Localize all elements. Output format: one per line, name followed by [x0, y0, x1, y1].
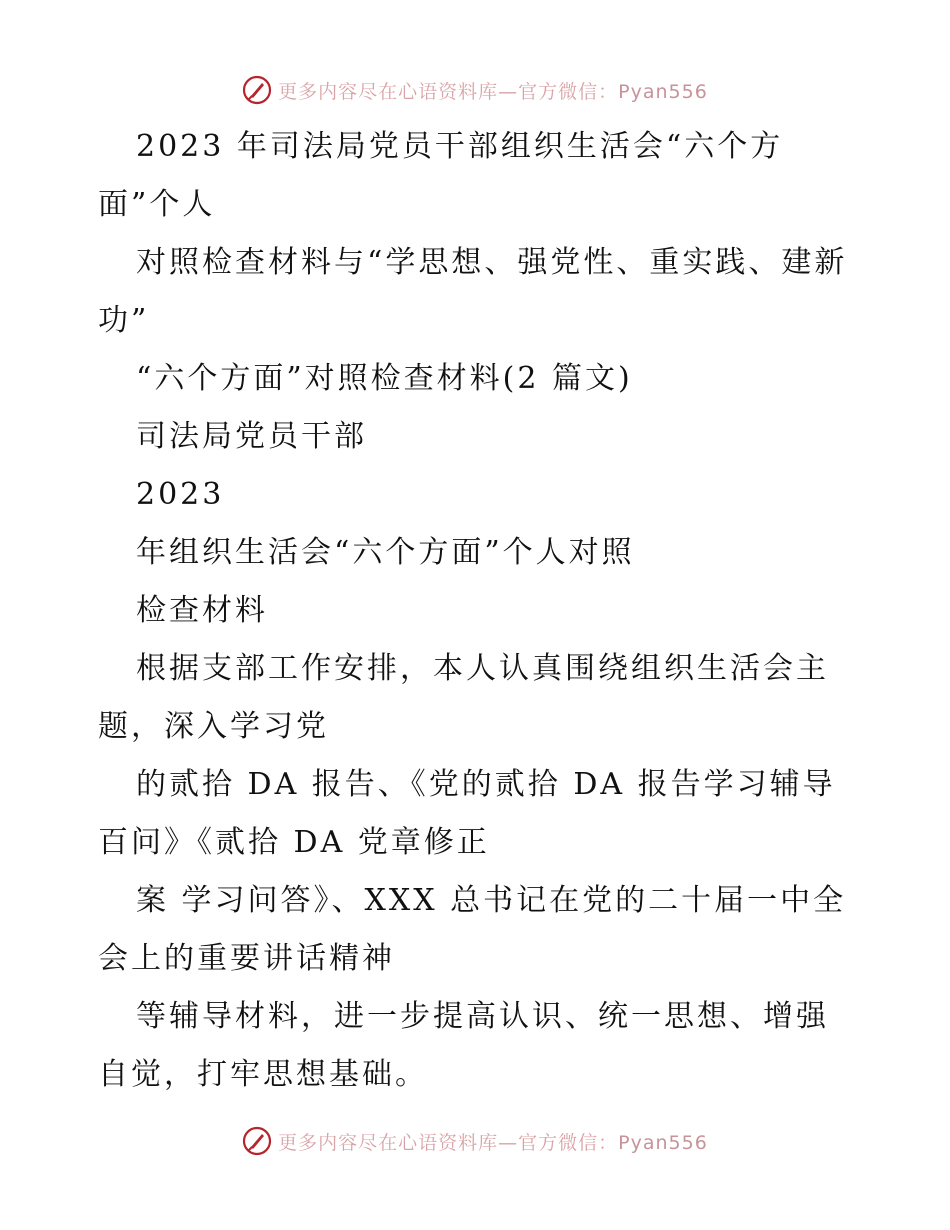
- watermark-text: 更多内容尽在心语资料库—官方微信：Pyan556: [278, 1131, 708, 1154]
- quill-logo-icon: [242, 75, 272, 105]
- paragraph-body-2: 的贰拾 DA 报告、《党的贰拾 DA 报告学习辅导百问》《贰拾 DA 党章修正: [98, 767, 836, 860]
- paragraph-heading-4: 检查材料: [136, 593, 268, 628]
- paragraph-heading-1: 司法局党员干部: [136, 419, 367, 454]
- watermark-id: Pyan556: [618, 1131, 708, 1154]
- paragraph-subtitle: “六个方面”对照检查材料(2 篇文): [136, 361, 633, 396]
- paragraph-title-2: 对照检查材料与“学思想、强党性、重实践、建新功”: [98, 245, 848, 338]
- paragraph-body-3: 案 学习问答》、XXX 总书记在党的二十届一中全会上的重要讲话精神: [98, 883, 847, 976]
- document-body: [98, 118, 858, 1104]
- paragraph-body-1: 根据支部工作安排，本人认真围绕组织生活会主题，深入学习党: [98, 651, 829, 744]
- paragraph-heading-3: 年组织生活会“六个方面”个人对照: [136, 535, 635, 570]
- paragraph-title-1: 2023 年司法局党员干部组织生活会“六个方面”个人: [98, 129, 784, 222]
- watermark-text: 更多内容尽在心语资料库—官方微信：Pyan556: [278, 80, 708, 103]
- watermark-id: Pyan556: [618, 80, 708, 103]
- footer-watermark: [0, 1121, 950, 1161]
- paragraph-body-4: 等辅导材料，进一步提高认识、统一思想、增强自觉，打牢思想基础。: [98, 999, 829, 1092]
- quill-logo-icon: [242, 1126, 272, 1156]
- header-watermark: [0, 70, 950, 110]
- paragraph-heading-2: 2023: [136, 477, 225, 512]
